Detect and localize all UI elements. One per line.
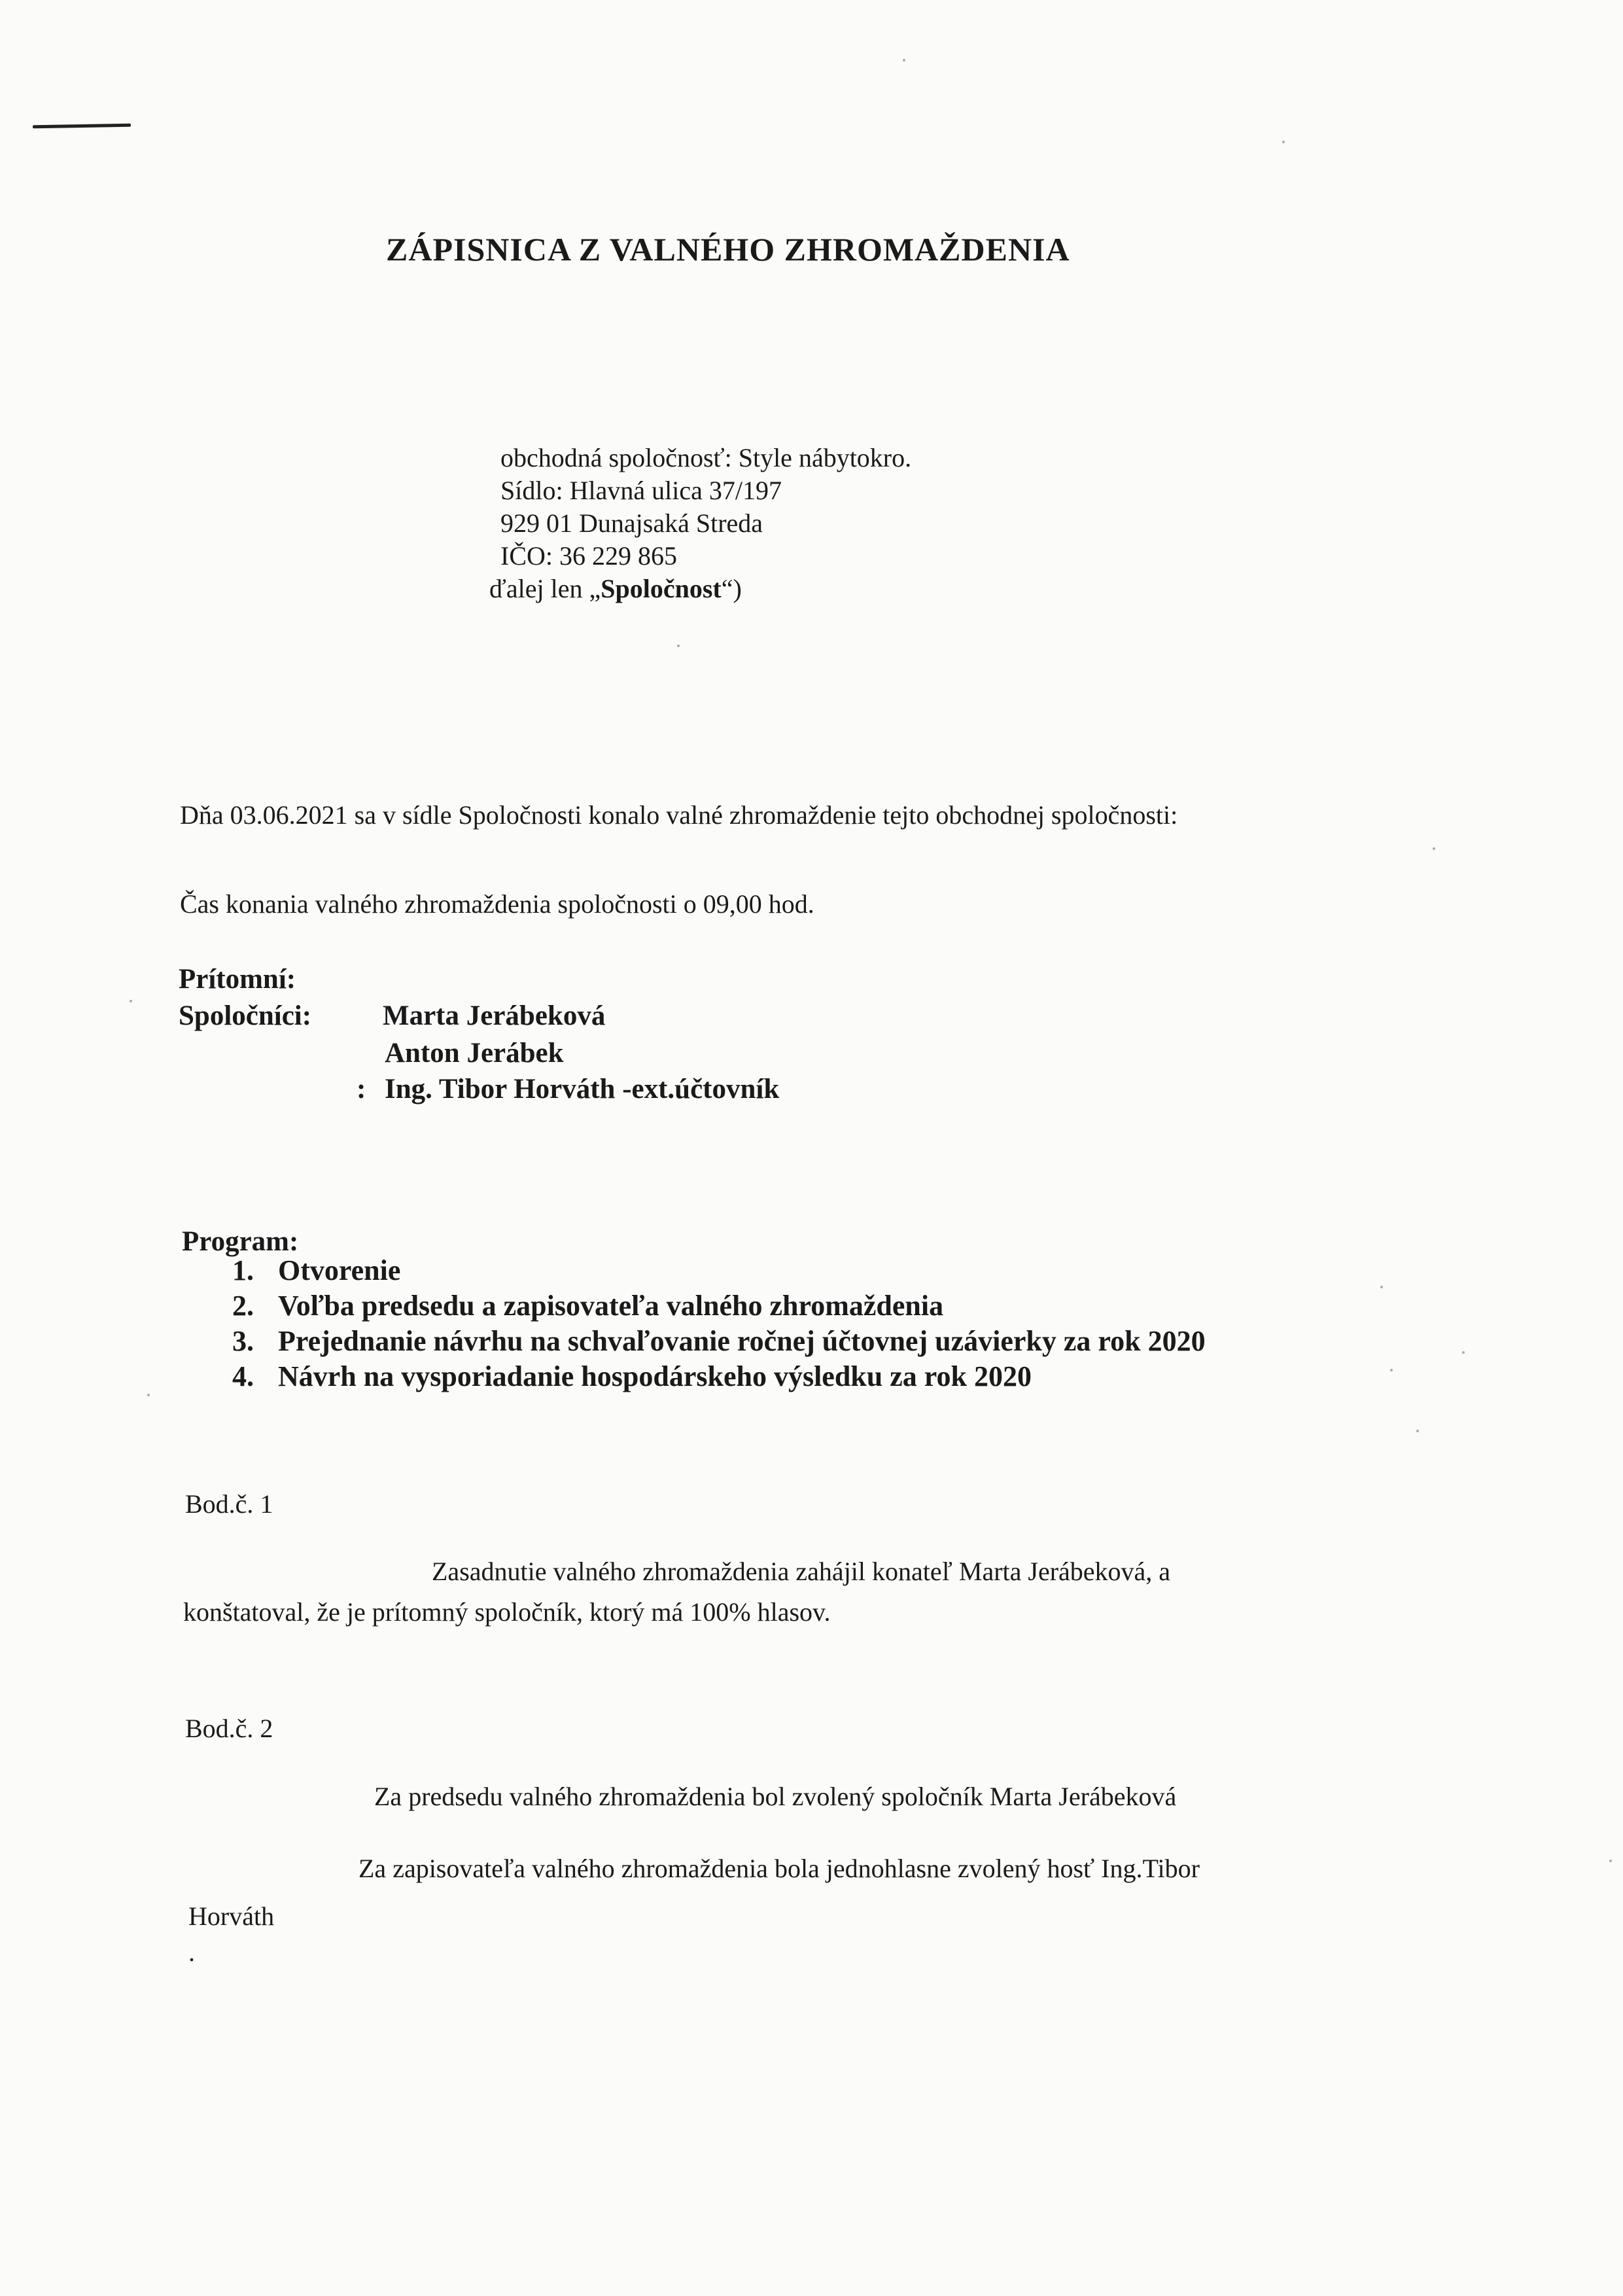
point2-line1: Za predsedu valného zhromaždenia bol zvolený spoločník Marta Jerábeková (374, 1782, 1177, 1811)
program-item-number: 1. (232, 1254, 254, 1286)
scan-speck (677, 645, 680, 647)
scan-speck (1380, 1286, 1383, 1288)
scan-speck (1282, 141, 1285, 143)
point1-label: Bod.č. 1 (185, 1489, 273, 1519)
point2-line3: Horváth (188, 1901, 275, 1931)
program-item-text: Otvorenie (278, 1254, 401, 1286)
scan-speck (1433, 847, 1435, 850)
point2-dot: . (188, 1937, 195, 1967)
program-item (232, 1253, 1206, 1288)
program-item (232, 1359, 1206, 1394)
company-name: obchodná spoločnosť: Style nábytokro. (500, 443, 912, 472)
program-list (232, 1253, 1206, 1394)
partner-1: Marta Jerábeková (383, 1000, 606, 1031)
time-text: Čas konania valného zhromaždenia spoločnosti o 09,00 hod. (180, 889, 814, 919)
program-item-number: 4. (232, 1360, 254, 1392)
company-address: Sídlo: Hlavná ulica 37/197 (500, 476, 782, 505)
guest-colon: : (357, 1074, 366, 1104)
point2-line2: Za zapisovateľa valného zhromaždenia bola jednohlasne zvolený hosť Ing.Tibor (358, 1854, 1200, 1883)
scan-speck (1609, 1860, 1612, 1862)
scan-speck (1390, 1369, 1393, 1371)
program-item-number: 3. (232, 1325, 254, 1357)
partners-label: Spoločníci: (179, 1000, 312, 1031)
scan-speck (1462, 1351, 1465, 1354)
scan-speck (147, 1394, 150, 1396)
program-item (232, 1324, 1206, 1359)
scan-speck (903, 59, 905, 62)
program-item (232, 1288, 1206, 1324)
alias-suffix: “) (721, 574, 742, 603)
partner-2: Anton Jerábek (385, 1038, 564, 1069)
company-block (489, 442, 912, 605)
company-city: 929 01 Dunajsaká Streda (500, 508, 763, 538)
company-ico: IČO: 36 229 865 (500, 541, 677, 571)
alias-name: Spoločnost (601, 574, 722, 603)
page-title: ZÁPISNICA Z VALNÉHO ZHROMAŽDENIA (386, 231, 1070, 268)
program-item-text: Prejednanie návrhu na schvaľovanie ročnej účtovnej uzávierky za rok 2020 (278, 1325, 1206, 1357)
present-label: Prítomní: (179, 964, 296, 995)
point2-label: Bod.č. 2 (185, 1714, 273, 1743)
program-item-number: 2. (232, 1290, 254, 1322)
scan-mark (33, 124, 131, 129)
point1-line2: konštatoval, že je prítomný spoločník, ktorý má 100% hlasov. (183, 1597, 831, 1627)
guest: Ing. Tibor Horváth -ext.účtovník (385, 1074, 780, 1104)
company-alias (489, 573, 911, 605)
intro-text: Dňa 03.06.2021 sa v sídle Spoločnosti konalo valné zhromaždenie tejto obchodnej spoločnosti: (180, 800, 1178, 830)
program-item-text: Návrh na vysporiadanie hospodárskeho výsledku za rok 2020 (278, 1360, 1032, 1392)
scan-speck (1416, 1430, 1419, 1432)
alias-prefix: ďalej len „ (489, 574, 601, 603)
program-label: Program: (182, 1226, 299, 1257)
program-item-text: Voľba predsedu a zapisovateľa valného zhromaždenia (278, 1290, 944, 1322)
scan-speck (130, 1000, 132, 1002)
point1-line1: Zasadnutie valného zhromaždenia zahájil konateľ Marta Jerábeková, a (432, 1557, 1171, 1586)
